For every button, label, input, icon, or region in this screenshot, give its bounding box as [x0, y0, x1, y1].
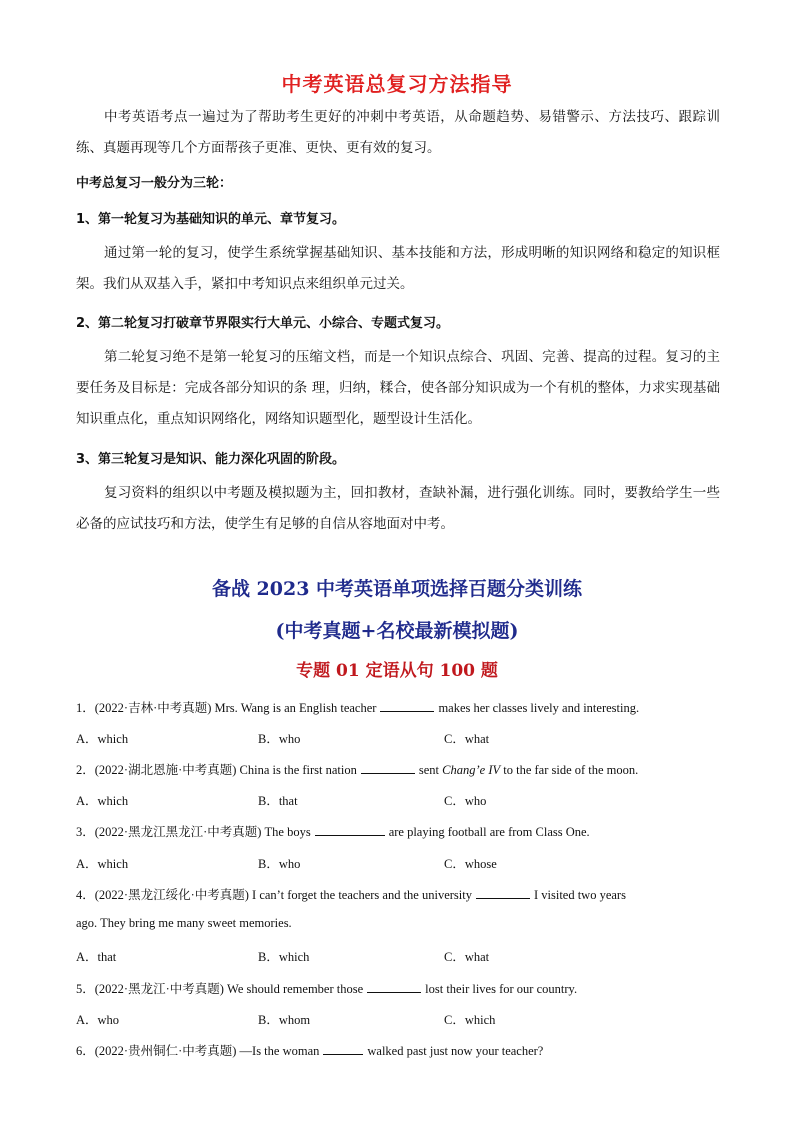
option-b: B．that [258, 794, 298, 808]
question-stem-end: to the far side of the moon. [503, 763, 639, 777]
option-a: A．which [76, 794, 129, 808]
round-3-title: 3、第三轮复习是知识、能力深化巩固的阶段。 [76, 452, 346, 467]
option-a: A．that [76, 950, 117, 964]
question-stem-end: walked past just now your teacher? [367, 1044, 544, 1058]
question-stem: 1．(2022·吉林·中考真题) Mrs. Wang is an English teacher [76, 701, 377, 715]
option-b: B．who [258, 732, 301, 746]
answer-blank [476, 887, 530, 899]
option-c: C．whose [444, 857, 497, 871]
round-2-title: 2、第二轮复习打破章节界限实行大单元、小综合、专题式复习。 [76, 316, 450, 331]
intro-paragraph: 中考英语考点一遍过为了帮助考生更好的冲刺中考英语，从命题趋势、易错警示、方法技巧、跟踪训练、真题再现等几个方面帮孩子更准、更快、更有效的复习。 [76, 109, 720, 156]
answer-blank [367, 981, 421, 993]
round-2-text: 第二轮复习绝不是第一轮复习的压缩文档，而是一个知识点综合、巩固、完善、提高的过程。复习的主要任务及目标是：完成各部分知识的条 理，归纳，糅合，使各部分知识成为一个有机的整体，力求实现基础知识重点化，重点知识网络化，网络知识题型化，题型设计生活化。 [76, 349, 720, 427]
rounds-subtitle: 中考总复习一般分为三轮： [76, 176, 233, 191]
option-c: C．who [444, 794, 487, 808]
question-5 [76, 979, 736, 997]
italic-term: Chang’e IV [442, 763, 501, 777]
page-title: 中考英语总复习方法指导 [281, 72, 513, 96]
question-1 [76, 698, 736, 716]
question-6 [76, 1041, 736, 1059]
round-3-text: 复习资料的组织以中考题及模拟题为主，回扣教材，查缺补漏，进行强化训练。同时，要教给学生一些必备的应试技巧和方法，使学生有足够的自信从容地面对中考。 [76, 485, 720, 532]
topic-title: 专题 01 定语从句 100 题 [296, 661, 498, 681]
question-stem-end: makes her classes lively and interesting. [438, 701, 640, 715]
question-4-line-2: ago. They bring me many sweet memories. [76, 916, 292, 930]
option-b: B．who [258, 857, 301, 871]
round-1-text: 通过第一轮的复习，使学生系统掌握基础知识、基本技能和方法，形成明晰的知识网络和稳定的知识框架。我们从双基入手，紧扣中考知识点来组织单元过关。 [76, 245, 720, 292]
option-a: A．which [76, 732, 129, 746]
question-stem-end: lost their lives for our country. [425, 982, 578, 996]
question-stem: 6．(2022·贵州铜仁·中考真题) —Is the woman [76, 1044, 320, 1058]
option-c: C．which [444, 1013, 496, 1027]
answer-blank [323, 1043, 363, 1055]
option-a: A．who [76, 1013, 120, 1027]
question-2 [76, 760, 736, 778]
section-subtitle: (中考真题+名校最新模拟题) [275, 620, 519, 642]
answer-blank [380, 700, 434, 712]
option-c: C．what [444, 950, 490, 964]
question-3 [76, 822, 736, 840]
round-1-title: 1、第一轮复习为基础知识的单元、章节复习。 [76, 212, 346, 227]
question-stem: 2．(2022·湖北恩施·中考真题) China is the first nation [76, 763, 357, 777]
question-stem: 5．(2022·黑龙江·中考真题) We should remember those [76, 982, 364, 996]
question-stem: 4．(2022·黑龙江绥化·中考真题) I can’t forget the teachers and the university [76, 888, 472, 902]
question-stem-mid: sent [418, 763, 440, 777]
question-stem: 3．(2022·黑龙江黑龙江·中考真题) The boys [76, 825, 311, 839]
section-title: 备战 2023 中考英语单项选择百题分类训练 [211, 578, 583, 600]
question-stem-end: I visited two years [533, 888, 626, 902]
answer-blank [361, 762, 415, 774]
answer-blank [315, 824, 385, 836]
option-c: C．what [444, 732, 490, 746]
question-4 [76, 885, 736, 903]
question-stem-end: are playing football are from Class One. [388, 825, 590, 839]
option-a: A．which [76, 857, 129, 871]
option-b: B．whom [258, 1013, 311, 1027]
option-b: B．which [258, 950, 310, 964]
